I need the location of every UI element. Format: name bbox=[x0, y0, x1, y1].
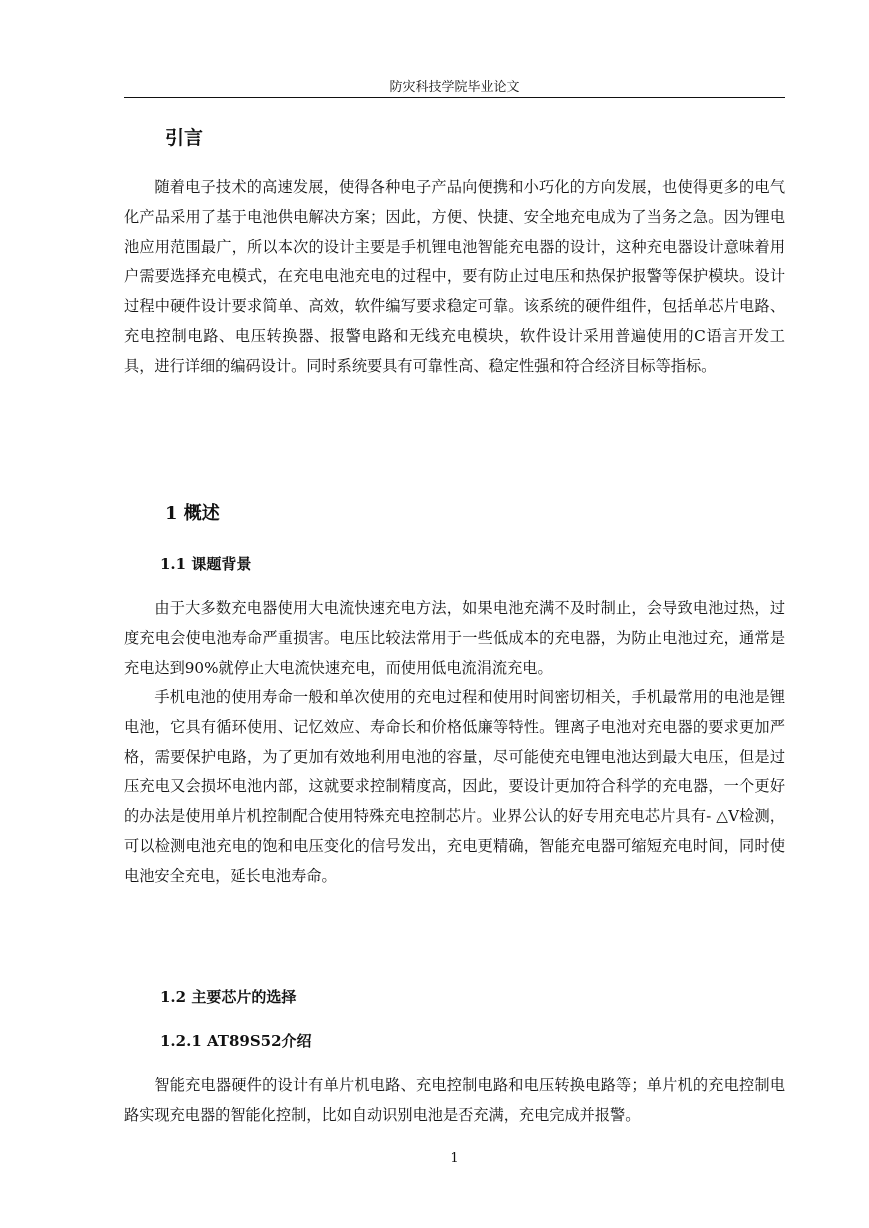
section-1-2-1-paragraph: 智能充电器硬件的设计有单片机电路、充电控制电路和电压转换电路等；单片机的充电控制电路实现充电器的智能化控制，比如自动识别电池是否充满，充电完成并报警。 bbox=[124, 1076, 785, 1124]
section-1-1-paragraph-1: 由于大多数充电器使用大电流快速充电方法，如果电池充满不及时制止，会导致电池过热，过度充电会使电池寿命严重损害。电压比较法常用于一些低成本的充电器，为防止电池过充，通常是充电达到90%就停止大电流快速充电，而使用低电流涓流充电。 bbox=[124, 599, 785, 677]
page-header-title: 防灾科技学院毕业论文 bbox=[389, 80, 520, 95]
intro-heading: 引言 bbox=[165, 127, 204, 149]
chapter-1-heading: 1 概述 bbox=[165, 503, 220, 524]
section-1-2-heading: 1.2 主要芯片的选择 bbox=[160, 988, 297, 1006]
header-divider bbox=[124, 97, 785, 98]
section-1-2-1-heading: 1.2.1 AT89S52介绍 bbox=[160, 1032, 312, 1050]
section-1-1-heading: 1.1 课题背景 bbox=[160, 555, 252, 573]
section-1-1-paragraph-2: 手机电池的使用寿命一般和单次使用的充电过程和使用时间密切相关，手机最常用的电池是锂电池，它具有循环使用、记忆效应、寿命长和价格低廉等特性。锂离子电池对充电器的要求更加严格，需要保护电路，为了更加有效地利用电池的容量，尽可能使充电锂电池达到最大电压，但是过压充电又会损坏电池内部，这就要求控制精度高，因此，要设计更加符合科学的充电器，一个更好的办法是使用单片机控制配合使用特殊充电控制芯片。业界公认的好专用充电芯片具有- △V检测，可以检测电池充电的饱和电压变化的信号发出，充电更精确，智能充电器可缩短充电时间，同时使电池安全充电，延长电池寿命。 bbox=[124, 688, 785, 885]
intro-paragraph: 随着电子技术的高速发展，使得各种电子产品向便携和小巧化的方向发展，也使得更多的电气化产品采用了基于电池供电解决方案；因此，方便、快捷、安全地充电成为了当务之急。因为锂电池应用范围最广，所以本次的设计主要是手机锂电池智能充电器的设计，这种充电器设计意味着用户需要选择充电模式，在充电电池充电的过程中，要有防止过电压和热保护报警等保护模块。设计过程中硬件设计要求简单、高效，软件编写要求稳定可靠。该系统的硬件组件，包括单芯片电路、充电控制电路、电压转换器、报警电路和无线充电模块，软件设计采用普遍使用的C语言开发工具，进行详细的编码设计。同时系统要具有可靠性高、稳定性强和符合经济目标等指标。 bbox=[124, 178, 785, 375]
page-number: 1 bbox=[450, 1151, 459, 1166]
